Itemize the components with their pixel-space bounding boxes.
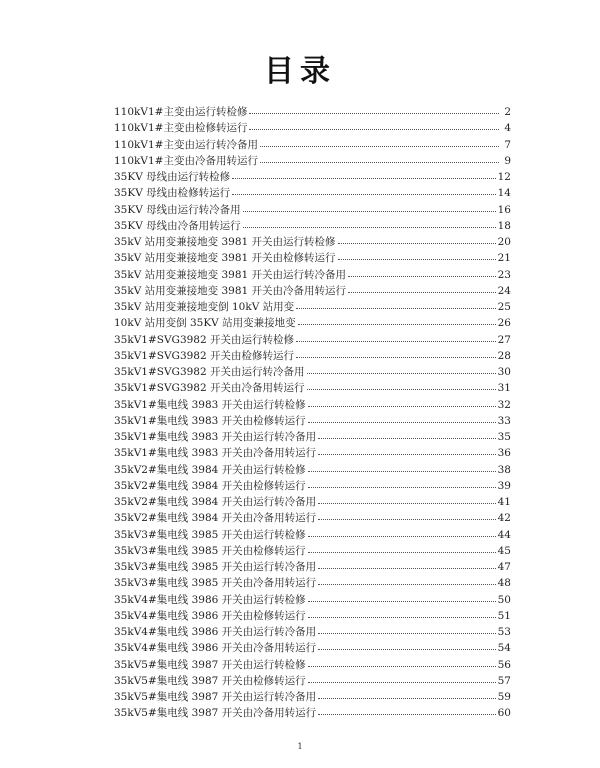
dot-leader [260,153,499,163]
dot-leader [296,348,496,358]
toc-entry-title: 35KV 母线由冷备用转运行 [114,219,241,232]
dot-leader [308,592,496,602]
toc-entry-title: 35kV1#SVG3982 开关由冷备用转运行 [114,382,305,395]
toc-entry-page: 2 [504,106,511,118]
dot-leader [348,283,496,293]
toc-entry-page: 45 [497,544,511,557]
toc-entry-page: 53 [497,626,511,638]
dot-leader [318,624,495,634]
toc-entry[interactable] [114,543,511,559]
toc-entry[interactable] [114,575,511,591]
toc-entry[interactable] [114,462,511,478]
dot-leader [260,137,499,147]
dot-leader [318,705,495,715]
dot-leader [308,527,496,537]
toc-entry-title: 35kV1#SVG3982 开关由运行转冷备用 [114,366,305,378]
toc-entry-page: 30 [497,366,511,378]
dot-leader [307,380,496,390]
dot-leader [318,510,495,520]
toc-entry-title: 35KV 母线由运行转检修 [114,171,231,183]
toc-entry-title: 110kV1#主变由运行转冷备用 [114,138,258,151]
dot-leader [318,640,495,650]
toc-entry[interactable] [114,218,511,234]
toc-entry-page: 24 [497,284,511,297]
toc-entry-page: 51 [497,609,511,622]
toc-entry[interactable] [114,120,511,136]
toc-entry-title: 35kV3#集电线 3985 开关由冷备用转运行 [114,577,317,590]
toc-entry-title: 35kV1#集电线 3983 开关由运行转检修 [114,398,306,411]
toc-entry-page: 14 [497,187,511,200]
toc-entry[interactable] [114,624,511,640]
toc-entry[interactable] [114,234,511,250]
toc-entry-title: 35kV4#集电线 3986 开关由检修转运行 [114,609,306,622]
toc-entry[interactable] [114,559,511,575]
toc-entry[interactable] [114,380,511,396]
toc-entry[interactable] [114,429,511,445]
toc-entry-title: 35kV5#集电线 3987 开关由运行转检修 [114,658,306,671]
toc-entry-title: 35kV 站用变兼接地变 3981 开关由冷备用转运行 [114,284,347,297]
toc-entry-page: 50 [497,593,511,606]
toc-entry-page: 48 [497,577,511,590]
toc-entry-title: 35kV4#集电线 3986 开关由冷备用转运行 [114,642,317,655]
toc-entry-title: 35kV 站用变兼接地变 3981 开关由检修转运行 [114,252,336,265]
toc-entry[interactable] [114,299,511,315]
dot-leader [338,234,496,244]
dot-leader [318,575,495,585]
toc-entry[interactable] [114,510,511,526]
dot-leader [308,478,496,488]
toc-entry-page: 26 [497,317,511,330]
toc-entry-title: 35kV 站用变兼接地变 3981 开关由运行转检修 [114,236,336,248]
dot-leader [318,559,495,569]
toc-entry-title: 110kV1#主变由运行转检修 [114,106,248,118]
toc-entry-title: 35kV2#集电线 3984 开关由冷备用转运行 [114,512,317,525]
toc-entry-title: 110kV1#主变由检修转运行 [114,122,248,135]
dot-leader [318,494,495,504]
dot-leader [308,462,496,472]
toc-entry[interactable] [114,137,511,153]
toc-entry[interactable] [114,673,511,689]
toc-entry-title: 35kV5#集电线 3987 开关由运行转冷备用 [114,691,317,703]
toc-entry-page: 59 [497,691,511,703]
toc-entry-page: 32 [497,398,511,411]
dot-leader [232,185,495,195]
toc-entry[interactable] [114,413,511,429]
toc-entry[interactable] [114,445,511,461]
toc-entry-page: 21 [497,252,511,265]
toc-entry-page: 56 [497,658,511,671]
toc-entry[interactable] [114,185,511,201]
toc-entry[interactable] [114,397,511,413]
dot-leader [232,169,495,179]
toc-entry-page: 25 [497,301,511,313]
toc-entry-page: 9 [504,154,511,167]
toc-entry-page: 41 [497,496,511,508]
toc-entry[interactable] [114,283,511,299]
toc-entry[interactable] [114,315,511,331]
toc-entry[interactable] [114,267,511,283]
toc-entry[interactable] [114,608,511,624]
toc-entry-page: 36 [497,447,511,460]
toc-entry-title: 35kV3#集电线 3985 开关由运行转冷备用 [114,561,317,573]
toc-entry-title: 35KV 母线由运行转冷备用 [114,203,241,216]
toc-entry[interactable] [114,689,511,705]
toc-entry-page: 47 [497,561,511,573]
toc-entry[interactable] [114,153,511,169]
toc-entry-title: 35kV1#SVG3982 开关由检修转运行 [114,349,295,362]
toc-entry-title: 35kV2#集电线 3984 开关由运行转冷备用 [114,496,317,508]
toc-entry[interactable] [114,250,511,266]
toc-entry-title: 35kV2#集电线 3984 开关由检修转运行 [114,479,306,492]
toc-entry[interactable] [114,494,511,510]
toc-entry-title: 35kV2#集电线 3984 开关由运行转检修 [114,463,306,476]
toc-entry-title: 35kV5#集电线 3987 开关由冷备用转运行 [114,707,317,720]
toc-entry-page: 23 [497,268,511,281]
toc-entry-title: 10kV 站用变倒 35KV 站用变兼接地变 [114,317,296,330]
toc-entry-page: 20 [497,236,511,248]
toc-entry-page: 27 [497,333,511,346]
toc-entry-page: 18 [497,219,511,232]
dot-leader [296,299,496,309]
toc-entry[interactable] [114,657,511,673]
toc-entry[interactable] [114,705,511,721]
dot-leader [308,397,496,407]
toc-entry[interactable] [114,364,511,380]
toc-entry-page: 16 [497,203,511,216]
toc-entry[interactable] [114,592,511,608]
toc-entry[interactable] [114,104,511,120]
toc-entry-title: 35kV3#集电线 3985 开关由检修转运行 [114,544,306,557]
toc-entry-title: 35kV3#集电线 3985 开关由运行转检修 [114,528,306,541]
toc-entry-page: 60 [497,707,511,720]
dot-leader [298,315,496,325]
dot-leader [249,104,499,114]
page-title: 目录 [264,54,336,89]
toc-entry-page: 42 [497,512,511,525]
toc-entry-page: 33 [497,414,511,427]
toc-entry-title: 35kV1#集电线 3983 开关由冷备用转运行 [114,447,317,460]
toc-entry[interactable] [114,527,511,543]
toc-entry-title: 35kV5#集电线 3987 开关由检修转运行 [114,674,306,687]
dot-leader [308,543,496,553]
toc-entry-page: 35 [497,431,511,443]
dot-leader [243,202,496,212]
dot-leader [348,267,496,277]
toc-entry-page: 12 [497,171,511,183]
toc-entry-page: 31 [497,382,511,395]
page-number: 1 [297,742,303,751]
toc-entry[interactable] [114,169,511,185]
toc-entry-page: 57 [497,674,511,687]
toc-entry-page: 7 [504,138,511,151]
toc-entry[interactable] [114,348,511,364]
dot-leader [318,445,495,455]
toc-entry-page: 4 [504,122,511,135]
toc-entry-title: 35KV 母线由检修转运行 [114,187,231,200]
toc-entry[interactable] [114,640,511,656]
toc-entry[interactable] [114,332,511,348]
toc-entry-title: 35kV 站用变兼接地变倒 10kV 站用变 [114,301,295,313]
dot-leader [318,689,495,699]
toc-entry-title: 35kV1#集电线 3983 开关由运行转冷备用 [114,431,317,443]
dot-leader [296,332,496,342]
toc-entry-title: 110kV1#主变由冷备用转运行 [114,154,258,167]
toc-entry-page: 38 [497,463,511,476]
dot-leader [318,429,495,439]
toc-entry[interactable] [114,478,511,494]
dot-leader [308,413,496,423]
toc-entry-page: 54 [497,642,511,655]
dot-leader [307,364,496,374]
toc-entry-title: 35kV4#集电线 3986 开关由运行转冷备用 [114,626,317,638]
dot-leader [308,608,496,618]
dot-leader [308,657,496,667]
toc-entry-page: 44 [497,528,511,541]
toc-entry-page: 39 [497,479,511,492]
table-of-contents [114,104,511,722]
toc-entry-title: 35kV 站用变兼接地变 3981 开关由运行转冷备用 [114,268,347,281]
dot-leader [308,673,496,683]
dot-leader [249,120,499,130]
toc-entry-title: 35kV1#集电线 3983 开关由检修转运行 [114,414,306,427]
toc-entry-title: 35kV1#SVG3982 开关由运行转检修 [114,333,295,346]
dot-leader [243,218,496,228]
dot-leader [338,250,496,260]
toc-entry-title: 35kV4#集电线 3986 开关由运行转检修 [114,593,306,606]
toc-entry-page: 28 [497,349,511,362]
toc-entry[interactable] [114,202,511,218]
